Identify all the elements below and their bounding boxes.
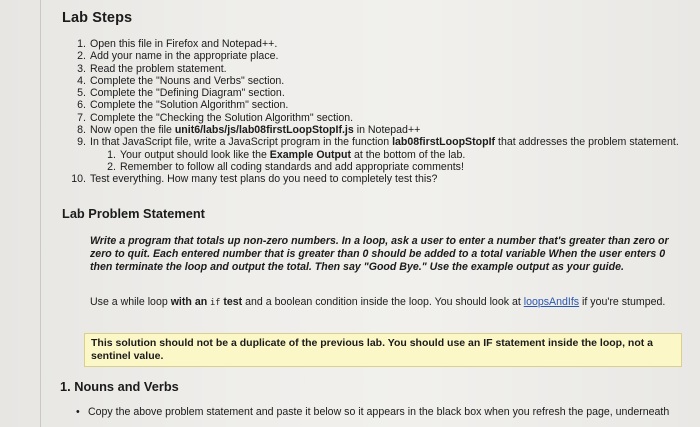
if-code: if — [210, 298, 221, 308]
step-item: 5. Complete the "Defining Diagram" section. — [77, 87, 285, 100]
step-item: 2. Add your name in the appropriate place. — [77, 50, 279, 63]
step-item: 4. Complete the "Nouns and Verbs" section. — [77, 74, 285, 87]
step-item: 1. Open this file in Firefox and Notepad++. — [77, 38, 278, 50]
step-item: 10. Test everything. How many test plans do you need to completely test this? — [71, 173, 438, 186]
substep-item: 2. Remember to follow all coding standards and add appropriate comments! — [107, 160, 464, 173]
js-file-path: unit6/labs/js/lab08firstLoopStopIf.js — [174, 124, 354, 137]
nouns-verbs-heading: 1. Nouns and Verbs — [60, 379, 179, 394]
problem-statement-heading: Lab Problem Statement — [62, 206, 205, 221]
warning-note: This solution should not be a duplicate of the previous lab. You should use an IF statement inside the loop, not a sentinel value. — [84, 333, 682, 367]
step-item: 6. Complete the "Solution Algorithm" section. — [77, 99, 289, 112]
step-item: 3. Read the problem statement. — [77, 62, 227, 75]
substep-item: 1. Your output should look like the Example Output at the bottom of the lab. — [107, 148, 466, 161]
lab-steps-heading: Lab Steps — [62, 10, 133, 26]
step-item: 8. Now open the file unit6/labs/js/lab08firstLoopStopIf.js in Notepad++ — [77, 124, 421, 137]
bullet-icon: • — [76, 406, 80, 418]
lab-steps-list — [60, 38, 700, 186]
step-item: 7. Complete the "Checking the Solution Algorithm" section. — [77, 111, 354, 124]
problem-statement-text: Write a program that totals up non-zero numbers. In a loop, ask a user to enter a number that's greater than zero or zero to quit. Each entered number that is greater than 0 should be added to a total variable When the user enters 0 then terminate the loop and output the total. Then say "Good Bye." Use the example output as your guide. — [90, 235, 669, 274]
loopsandifs-link[interactable]: loopsAndIfs — [523, 296, 580, 308]
hint-paragraph: Use a while loop with an if test and a boolean condition inside the loop. You should look at loopsAndIfs if you're stumped. — [90, 296, 666, 308]
step-item: 9. In that JavaScript file, write a JavaScript program in the function lab08firstLoopStopIf that addresses the problem statement. — [77, 136, 679, 149]
page-left-border — [40, 0, 41, 427]
nouns-verbs-bullet: • Copy the above problem statement and paste it below so it appears in the black box when you refresh the page, underneath — [76, 406, 670, 418]
function-name: lab08firstLoopStopIf — [392, 136, 496, 149]
